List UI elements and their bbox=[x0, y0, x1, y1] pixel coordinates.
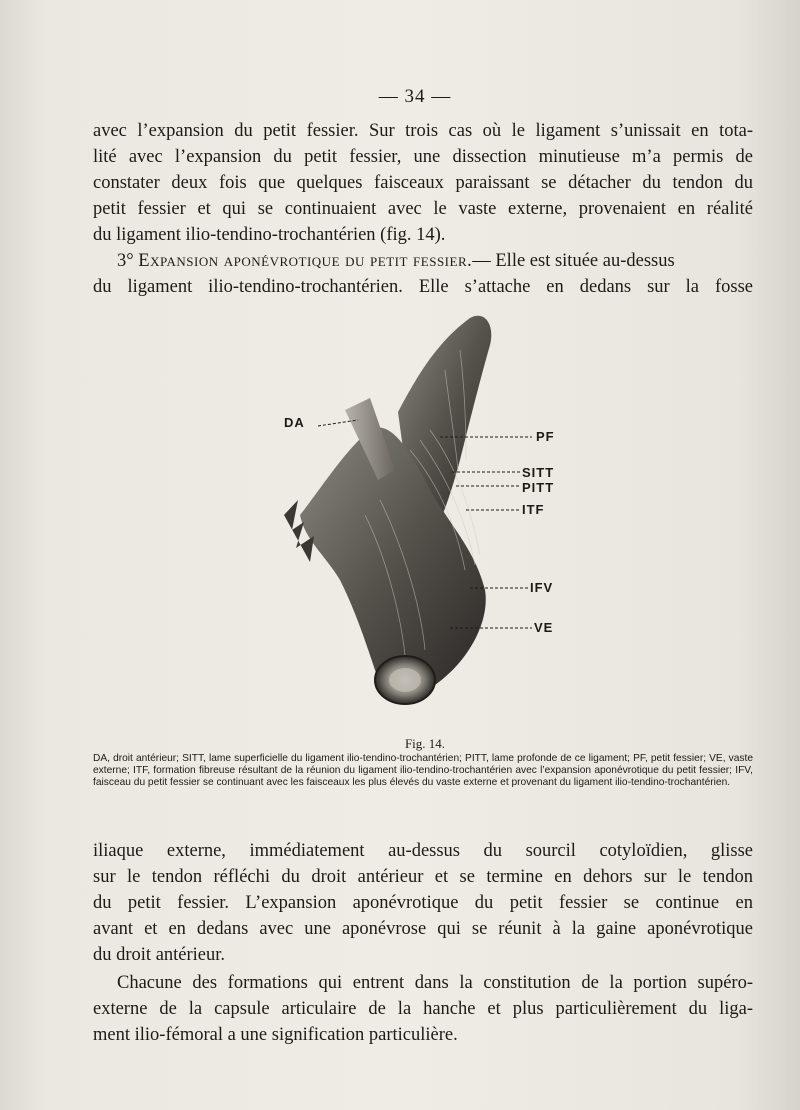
page-number: — 34 — bbox=[378, 86, 452, 107]
text-line: lité avec l’expansion du petit fessier, une dissection minutieuse m’a permis de bbox=[93, 147, 753, 167]
paragraph-2 bbox=[93, 838, 753, 968]
label-ifv: IFV bbox=[530, 580, 554, 595]
label-itf: ITF bbox=[522, 502, 545, 517]
text-line: du droit antérieur. bbox=[93, 945, 226, 965]
text-line: ment ilio-fémoral a une signification particulière. bbox=[93, 1025, 458, 1045]
figure-legend: DA, droit antérieur; SITT, lame superficielle du ligament ilio-tendino-trochantérien; PITT, lame profonde de ce ligament; PF, petit fessier; VE, vaste externe; ITF, formation fibreuse résultant de la réunion du ligament ilio-tendino-trochantérien avec l’expansion aponévrotique du petit fessier; IFV, faisceau du petit fessier se continuant avec les faisceaux les plus élevés du vaste externe et provenant du ligament ilio-tendino-trochantérien. bbox=[93, 753, 753, 788]
text-line: constater deux fois que quelques faisceaux paraissant se détacher du tendon du bbox=[93, 173, 753, 193]
section-number: 3° bbox=[117, 251, 134, 271]
text-line: Chacune des formations qui entrent dans la constitution de la portion supéro- bbox=[117, 973, 753, 993]
text-line: avec l’expansion du petit fessier. Sur trois cas où le ligament s’unissait en tota- bbox=[93, 121, 753, 141]
label-da: DA bbox=[284, 415, 305, 430]
figure-caption-title: Fig. 14. bbox=[404, 736, 446, 751]
section-heading-line bbox=[93, 248, 753, 274]
text-line: avant et en dedans avec une aponévrose qui se réunit à la gaine aponévrotique bbox=[93, 919, 753, 939]
text-line: petit fessier et qui se continuaient avec le vaste externe, provenaient en réalité bbox=[93, 199, 753, 219]
label-ve: VE bbox=[534, 620, 554, 635]
text-line: du ligament ilio-tendino-trochantérien. Elle s’attache en dedans sur la fosse bbox=[93, 277, 753, 297]
label-pitt: PITT bbox=[522, 480, 555, 495]
text-line: sur le tendon réfléchi du droit antérieur et se termine en dehors sur le tendon bbox=[93, 867, 753, 887]
text-line: iliaque externe, immédiatement au-dessus du sourcil cotyloïdien, glisse bbox=[93, 841, 753, 861]
text-line: externe de la capsule articulaire de la hanche et plus particulièrement du liga- bbox=[93, 999, 753, 1019]
paragraph-1 bbox=[93, 118, 753, 300]
label-sitt: SITT bbox=[522, 465, 555, 480]
text-line: du petit fessier. L’expansion aponévrotique du petit fessier se continue en bbox=[93, 893, 753, 913]
label-pf: PF bbox=[536, 429, 555, 444]
text-line: du ligament ilio-tendino-trochantérien (fig. 14). bbox=[93, 225, 446, 245]
hip-muscle-drawing bbox=[270, 300, 600, 720]
paragraph-3 bbox=[93, 970, 753, 1048]
anatomical-illustration bbox=[270, 300, 600, 720]
section-title: Expansion aponévrotique du petit fessier. bbox=[138, 251, 473, 271]
section-text: — Elle est située au-dessus bbox=[472, 251, 675, 271]
